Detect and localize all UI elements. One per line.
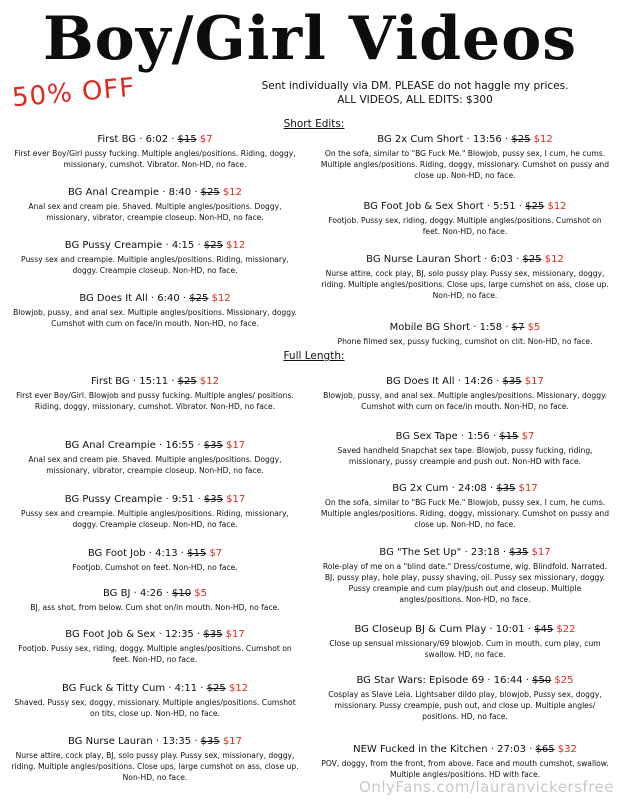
video-title-line: BG Anal Creampie · 16:55 · $35 $17 [64,440,246,451]
video-duration: 15:11 [139,376,169,387]
video-description: POV, doggy, from the front, from above. Face and mouth cumshot, swallow. Multiple angles/positions. HD with face. [321,759,609,779]
sale-price: $32 [557,744,577,755]
video-name: First BG [97,134,137,145]
video-description: On the sofa, similar to "BG Fuck Me." Blowjob, pussy sex, I cum, he cums. Multiple angles/positions. Riding, doggy, missionary. Cumshot on pussy and close up. Non-HD, no face. [320,149,610,180]
video-item [10,587,300,613]
sale-price: $12 [199,376,219,387]
old-price: $35 [203,629,223,640]
sale-price: $12 [544,254,564,265]
video-title-line: BG Fuck & Titty Cum · 4:11 · $25 $12 [61,683,249,694]
video-name: BG Does It All [386,376,455,387]
video-title-line: BG Anal Creampie · 8:40 · $25 $12 [68,187,242,198]
video-duration: 16:55 [165,440,195,451]
video-duration: 24:08 [457,483,487,494]
video-description: Shaved. Pussy sex, doggy, missionary. Multiple angles/positions. Cumshot on tits, close up. Non-HD, no face. [14,698,296,718]
video-description: Footjob. Pussy sex, riding, doggy. Multiple angles/positions. Cumshot on feet. Non-HD, no face. [328,216,602,236]
video-title-line: BG Foot Job · 4:13 · $15 $7 [87,548,223,559]
sale-price: $12 [222,187,242,198]
video-title-line: First BG · 15:11 · $25 $12 [91,376,219,387]
note-line-1: Sent individually via DM. PLEASE do not haggle my prices. [261,80,569,92]
video-item [10,186,300,223]
video-duration: 1:58 [479,322,503,333]
video-item [10,375,300,412]
video-title-line: BG Pussy Creampie · 9:51 · $35 $17 [64,494,246,505]
video-title-line: BG Closeup BJ & Cum Play · 10:01 · $45 $22 [354,624,576,635]
video-title-line: BG Does It All · 14:26 · $35 $17 [386,376,544,387]
video-title-line: BG "The Set Up" · 23:18 · $35 $17 [379,547,551,558]
sale-price: $25 [554,675,574,686]
video-duration: 8:40 [168,187,192,198]
video-duration: 1:56 [467,431,490,442]
video-name: BG Does It All [79,293,148,304]
video-duration: 10:01 [495,624,525,635]
old-price: $35 [496,483,516,494]
sale-price: $5 [194,588,207,599]
video-title-line: BG BJ · 4:26 · $10 $5 [103,588,207,599]
video-name: First BG [91,376,130,387]
video-description: Blowjob, pussy, and anal sex. Multiple angles/positions. Missionary, doggy. Cumshot with cum on face/in mouth. Non-HD, no face. [13,308,297,328]
video-description: Anal sex and cream pie. Shaved. Multiple angles/positions. Doggy, missionary, vibrator, creampie closeup. Non-HD, no face. [28,202,282,222]
video-duration: 12:35 [164,629,194,640]
watermark: OnlyFans.com/lauranvickersfree [359,778,614,796]
old-price: $65 [535,744,555,755]
video-description: Phone filmed sex, pussy fucking, cumshot on clit. Non-HD, no face. [337,337,593,346]
video-name: BG Closeup BJ & Cum Play [354,624,487,635]
video-name: NEW Fucked in the Kitchen [353,744,488,755]
video-title-line: BG 2x Cum Short · 13:56 · $25 $12 [377,134,553,145]
note-line-2: ALL VIDEOS, ALL EDITS: $300 [337,94,493,106]
sale-price: $17 [518,483,538,494]
video-duration: 13:56 [472,134,502,145]
video-duration: 4:26 [139,588,163,599]
video-description: BJ, ass shot, from below. Cum shot on/in mouth. Non-HD, no face. [30,603,280,612]
video-duration: 14:26 [464,376,493,387]
video-item [320,200,610,237]
video-name: BG Anal Creampie [68,187,160,198]
video-name: BG Nurse Lauran Short [366,254,481,265]
old-price: $35 [200,736,220,747]
video-item [10,682,300,719]
sale-price: $12 [533,134,553,145]
video-name: BG 2x Cum [392,483,449,494]
video-item [10,133,300,170]
video-name: BG BJ [103,588,131,599]
video-title-line: BG Nurse Lauran · 13:35 · $35 $17 [68,736,242,747]
video-duration: 5:51 [493,201,516,212]
sale-badge: 50% OFF [10,72,137,114]
video-description: Blowjob, pussy, and anal sex. Multiple angles/positions. Missionary, doggy. Cumshot with cum on face/in mouth. Non-HD, no face. [323,391,607,411]
video-duration: 23:18 [470,547,500,558]
video-duration: 4:13 [155,548,178,559]
sale-price: $7 [209,548,223,559]
video-name: BG Star Wars: Episode 69 [356,675,485,686]
video-description: Saved handheld Snapchat sex tape. Blowjob, pussy fucking, riding, missionary, pussy creampie and push out. Non-HD with face. [337,446,593,466]
video-description: First ever Boy/Girl. Blowjob and pussy fucking. Multiple angles/ positions. Riding, doggy, missionary, cumshot. Vibrator. Non-HD, no face. [16,391,294,411]
sale-price: $7 [199,134,213,145]
video-description: Pussy sex and creampie. Multiple angles/positions. Riding, missionary, doggy. Creampie closeup. Non-HD, no face. [21,255,289,275]
video-item [320,546,610,605]
video-duration: 9:51 [171,494,195,505]
video-duration: 6:02 [145,134,169,145]
sale-price: $12 [211,293,231,304]
video-duration: 4:11 [174,683,198,694]
sale-price: $12 [547,201,567,212]
video-item [10,735,300,783]
video-duration: 13:35 [162,736,192,747]
old-price: $35 [203,494,223,505]
old-price: $25 [525,201,545,212]
video-title-line: BG Star Wars: Episode 69 · 16:44 · $50 $25 [356,675,574,686]
video-name: BG Pussy Creampie [64,494,163,505]
old-price: $50 [532,675,552,686]
old-price: $25 [203,240,223,251]
video-name: BG 2x Cum Short [377,134,464,145]
old-price: $25 [522,254,542,265]
video-name: BG Sex Tape [395,431,458,442]
old-price: $35 [203,440,223,451]
short-edits-heading: Short Edits: [283,118,345,130]
video-description: Footjob. Pussy sex, riding, doggy. Multiple angles/positions. Cumshot on feet. Non-HD, no face. [18,644,292,664]
video-item [320,743,610,780]
video-title-line: BG Sex Tape · 1:56 · $15 $7 [395,431,535,442]
sale-price: $22 [556,624,576,635]
video-title-line: BG Pussy Creampie · 4:15 · $25 $12 [64,240,246,251]
video-item [320,430,610,467]
pricing-note [250,79,580,107]
video-duration: 6:40 [157,293,180,304]
sale-price: $7 [521,431,535,442]
video-description: Role-play of me on a "blind date." Dress/costume, wig. Blindfold. Narrated. BJ, pussy play, hole play, pussy shaving, oil. Pussy sex missionary, doggy. Pussy creampie and cum play/push out and closeup. Multiple angles/positions. Non-HD, no face. [322,562,608,604]
sale-price: $17 [226,494,246,505]
video-title-line: BG 2x Cum · 24:08 · $35 $17 [392,483,538,494]
video-item [320,674,610,722]
video-description: Anal sex and cream pie. Shaved. Multiple angles/positions. Doggy, missionary, vibrator, creampie closeup. Non-HD, no face. [28,455,282,475]
old-price: $7 [511,322,525,333]
sale-price: $12 [228,683,249,694]
old-price: $25 [177,376,197,387]
video-item [10,439,300,476]
video-name: BG Foot Job & Sex [65,629,156,640]
video-name: BG Nurse Lauran [68,736,153,747]
video-description: Footjob. Cumshot on feet. Non-HD, no face. [72,563,238,572]
sale-price: $5 [527,322,541,333]
video-title-line: BG Nurse Lauran Short · 6:03 · $25 $12 [366,254,564,265]
video-item [10,493,300,530]
page-title: Boy/Girl Videos [42,4,578,74]
video-title-line: BG Does It All · 6:40 · $25 $12 [79,293,231,304]
video-item [320,253,610,301]
video-duration: 27:03 [497,744,526,755]
video-item [320,482,610,530]
video-description: Nurse attire, cock play, BJ, solo pussy play. Pussy sex, missionary, doggy, riding. Multiple angles/positions. Close ups, large cumshot on ass, close up. Non-HD, no face. [321,269,609,300]
old-price: $25 [189,293,209,304]
video-name: BG Foot Job & Sex Short [363,201,484,212]
video-name: BG Pussy Creampie [64,240,163,251]
video-description: Pussy sex and creampie. Multiple angles/positions. Riding, missionary, doggy. Creampie closeup. Non-HD, no face. [21,509,289,529]
old-price: $25 [200,187,220,198]
old-price: $25 [206,683,226,694]
old-price: $15 [187,548,207,559]
video-duration: 6:03 [490,254,513,265]
video-title-line: First BG · 6:02 · $15 $7 [97,134,213,145]
old-price: $45 [534,624,554,635]
video-description: Close up sensual missionary/69 blowjob. Cum in mouth, cum play, cum swallow. HD, no face. [329,639,601,659]
old-price: $35 [502,376,522,387]
video-name: BG Anal Creampie [64,440,156,451]
video-title-line: BG Foot Job & Sex · 12:35 · $35 $17 [65,629,245,640]
sale-price: $17 [225,629,245,640]
old-price: $15 [499,431,519,442]
sale-price: $17 [222,736,242,747]
video-name: BG "The Set Up" [379,547,462,558]
old-price: $15 [177,134,197,145]
video-title-line: Mobile BG Short · 1:58 · $7 $5 [389,322,541,333]
video-duration: 16:44 [493,675,523,686]
video-description: Nurse attire, cock play, BJ, solo pussy play. Pussy sex, missionary, doggy, riding. Multiple angles/positions. Close ups, large cumshot on ass, close up. Non-HD, no face. [11,751,299,782]
sale-price: $12 [226,240,246,251]
video-item [10,292,300,329]
video-description: Cosplay as Slave Leia. Lightsaber dildo play, blowjob, Pussy sex, doggy, missionary. Pussy creampie, push out, and close up. Multiple angles/ positions. HD, no face. [328,690,602,721]
sale-price: $17 [524,376,544,387]
old-price: $10 [171,588,192,599]
old-price: $25 [511,134,531,145]
video-item [320,321,610,347]
video-item [10,628,300,665]
old-price: $35 [509,547,529,558]
full-length-heading: Full Length: [283,350,345,362]
video-duration: 4:15 [171,240,195,251]
video-item [10,547,300,573]
video-item [320,133,610,181]
video-name: BG Foot Job [87,548,146,559]
video-description: First ever Boy/Girl pussy fucking. Multiple angles/positions. Riding, doggy, missionary, cumshot. Vibrator. Non-HD, no face. [14,149,296,169]
video-item [320,623,610,660]
video-title-line: BG Foot Job & Sex Short · 5:51 · $25 $12 [363,201,567,212]
video-name: BG Fuck & Titty Cum [61,683,166,694]
video-item [10,239,300,276]
sale-price: $17 [226,440,246,451]
video-description: On the sofa, similar to "BG Fuck Me." Blowjob, pussy sex, I cum, he cums. Multiple angles/positions. Riding, doggy, missionary. Cumshot on pussy and close up. Non-HD, no face. [320,498,610,529]
sale-price: $17 [531,547,551,558]
video-name: Mobile BG Short [389,322,471,333]
video-title-line: NEW Fucked in the Kitchen · 27:03 · $65 $32 [353,744,577,755]
video-item [320,375,610,412]
